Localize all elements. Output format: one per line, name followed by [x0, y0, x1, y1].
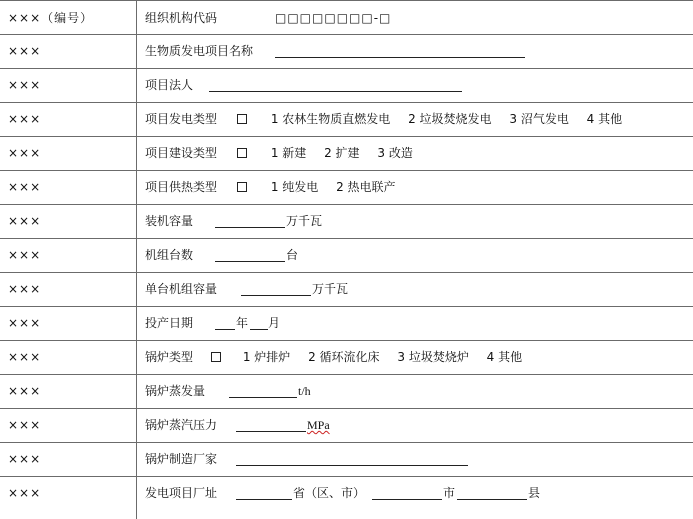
province-field[interactable] [236, 499, 292, 500]
table-row-installed-capacity [0, 205, 693, 239]
option[interactable]: 1 农林生物质直燃发电 [270, 112, 391, 126]
table-row-single-unit-capacity [0, 273, 693, 307]
table-row-construction-type [0, 137, 693, 171]
option[interactable]: 3 改造 [377, 146, 413, 160]
project-name-field[interactable] [275, 57, 525, 58]
option[interactable]: 1 炉排炉 [242, 350, 291, 364]
row-code: ××× [8, 214, 42, 228]
table-row-generation-type [0, 103, 693, 137]
boiler-manufacturer-field[interactable] [236, 465, 468, 466]
row-label: 锅炉蒸汽压力 [145, 418, 218, 432]
boiler-evaporation-field[interactable] [229, 397, 297, 398]
option[interactable]: 1 新建 [270, 146, 307, 160]
table-row-legal-person [0, 69, 693, 103]
county-unit: 县 [528, 486, 541, 500]
province-unit: 省（区、市） [293, 486, 366, 500]
installed-capacity-field[interactable] [215, 227, 285, 228]
checkbox[interactable] [237, 114, 247, 124]
table-row-unit-count [0, 239, 693, 273]
unit-label: 万千瓦 [286, 214, 323, 228]
city-unit: 市 [443, 486, 456, 500]
table-row-boiler-evaporation [0, 375, 693, 409]
row-code: ××× [8, 418, 42, 432]
row-code: ××× [8, 486, 42, 500]
table-row-heating-type [0, 171, 693, 205]
month-unit: 月 [268, 316, 281, 330]
heating-type-options [237, 171, 396, 204]
table-row-operation-date [0, 307, 693, 341]
row-code: ××× [8, 248, 42, 262]
boiler-type-options [211, 341, 522, 374]
generation-type-options [237, 103, 622, 136]
construction-type-options [237, 137, 413, 170]
option[interactable]: 3 垃圾焚烧炉 [397, 350, 469, 364]
table-row-boiler-type [0, 341, 693, 375]
unit-label: 万千瓦 [312, 282, 349, 296]
row-label: 发电项目厂址 [145, 486, 218, 500]
row-label: 生物质发电项目名称 [145, 44, 254, 58]
row-code: ××× [8, 78, 42, 92]
unit-label: MPa [307, 418, 330, 432]
row-code: ××× [8, 180, 42, 194]
row-label: 单台机组容量 [145, 282, 218, 296]
row-code: ××× [8, 44, 42, 58]
row-code: ××× [8, 350, 42, 364]
row-label: 项目发电类型 [145, 112, 218, 126]
year-unit: 年 [236, 316, 249, 330]
row-code: ××× [8, 112, 42, 126]
checkbox[interactable] [237, 182, 247, 192]
row-label: 锅炉制造厂家 [145, 452, 218, 466]
checkbox[interactable] [237, 148, 247, 158]
unit-label: t/h [298, 384, 311, 398]
city-field[interactable] [372, 499, 442, 500]
option[interactable]: 2 垃圾焚烧发电 [408, 112, 492, 126]
option[interactable]: 4 其他 [486, 350, 523, 364]
single-unit-capacity-field[interactable] [241, 295, 311, 296]
table-row-org-code [0, 0, 693, 35]
option[interactable]: 3 沼气发电 [509, 112, 569, 126]
row-label: 项目建设类型 [145, 146, 218, 160]
county-field[interactable] [457, 499, 527, 500]
legal-person-field[interactable] [209, 91, 462, 92]
unit-count-field[interactable] [215, 261, 285, 262]
option[interactable]: 2 热电联产 [336, 180, 396, 194]
option[interactable]: 2 扩建 [324, 146, 360, 160]
row-code: ××× [8, 316, 42, 330]
row-label: 锅炉蒸发量 [145, 384, 206, 398]
row-code: ××× [8, 282, 42, 296]
month-field[interactable] [250, 329, 268, 330]
year-field[interactable] [215, 329, 235, 330]
row-code: ×××（编号） [8, 11, 94, 25]
row-label: 机组台数 [145, 248, 194, 262]
table-row-boiler-pressure [0, 409, 693, 443]
option[interactable]: 2 循环流化床 [308, 350, 380, 364]
row-code: ××× [8, 384, 42, 398]
row-label: 项目法人 [145, 78, 194, 92]
boiler-pressure-field[interactable] [236, 431, 306, 432]
row-label: 组织机构代码 [145, 11, 218, 25]
row-label: 装机容量 [145, 214, 194, 228]
row-code: ××× [8, 146, 42, 160]
table-row-site [0, 477, 693, 519]
org-code-boxes[interactable]: □□□□□□□□-□ [275, 11, 392, 25]
option[interactable]: 1 纯发电 [270, 180, 319, 194]
row-code: ××× [8, 452, 42, 466]
row-label: 投产日期 [145, 316, 194, 330]
row-label: 锅炉类型 [145, 350, 194, 364]
unit-label: 台 [286, 248, 299, 262]
checkbox[interactable] [211, 352, 221, 362]
table-row-project-name [0, 35, 693, 69]
row-label: 项目供热类型 [145, 180, 218, 194]
table-row-boiler-manufacturer [0, 443, 693, 477]
option[interactable]: 4 其他 [586, 112, 623, 126]
